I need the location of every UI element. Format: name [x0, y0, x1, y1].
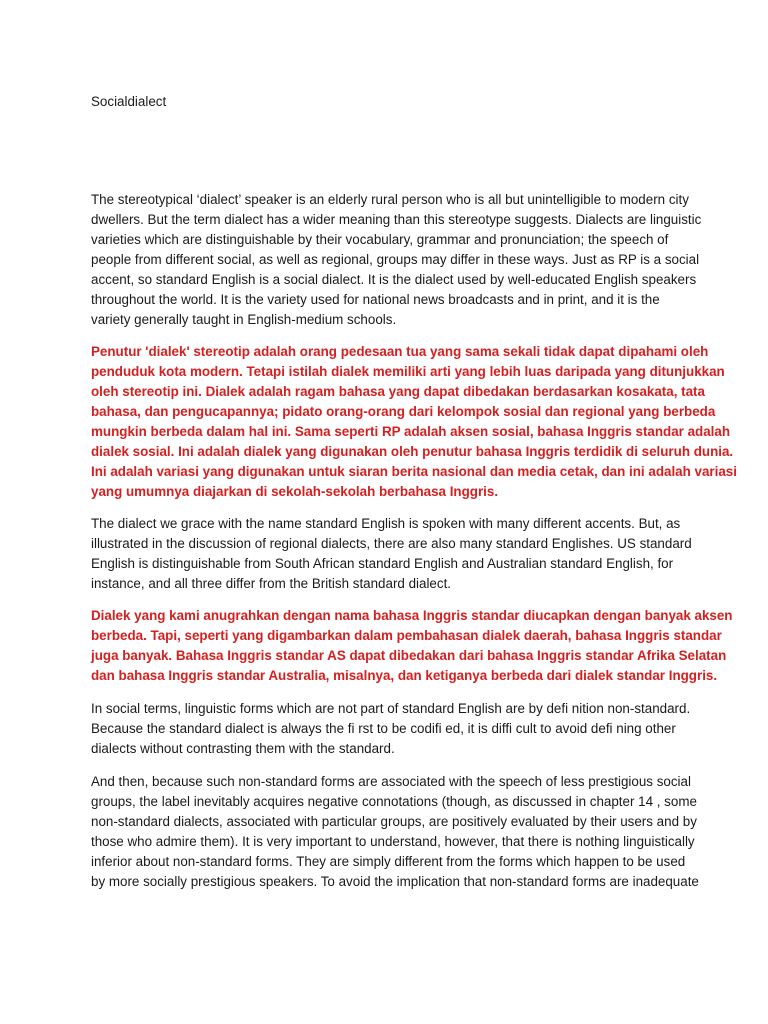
text-line: mungkin berbeda dalam hal ini. Sama seperti RP adalah aksen sosial, bahasa Inggris standar adalah [91, 424, 731, 439]
text-line: dialects without contrasting them with the standard. [91, 741, 395, 756]
document-body [91, 190, 737, 892]
text-line: English is distinguishable from South African standard English and Australian standard English, for [91, 556, 674, 571]
text-line: those who admire them). It is very important to understand, however, that there is nothing linguistically [91, 834, 695, 849]
text-line: The dialect we grace with the name standard English is spoken with many different accents. But, as [91, 516, 681, 531]
text-line: varieties which are distinguishable by their vocabulary, grammar and pronunciation; the speech of [91, 232, 669, 247]
text-line: juga banyak. Bahasa Inggris standar AS dapat dibedakan dari bahasa Inggris standar Afrika Selatan [91, 648, 727, 663]
text-line: throughout the world. It is the variety used for national news broadcasts and in print, and it is the [91, 292, 660, 307]
text-line: Penutur 'dialek' stereotip adalah orang pedesaan tua yang sama sekali tidak dapat dipahami oleh [91, 344, 709, 359]
text-line: In social terms, linguistic forms which are not part of standard English are by defi nition non-standard. [91, 701, 691, 716]
text-line: Ini adalah variasi yang digunakan untuk siaran berita nasional dan media cetak, dan ini adalah variasi [91, 464, 737, 479]
english-paragraph [91, 772, 699, 892]
text-line: dan bahasa Inggris standar Australia, misalnya, dan ketiganya berbeda dari dialek standar Inggris. [91, 668, 718, 683]
translation-paragraph [91, 606, 733, 686]
english-paragraph [91, 190, 702, 330]
text-line: yang umumnya diajarkan di sekolah-sekolah berbahasa Inggris. [91, 484, 499, 499]
translation-paragraph [91, 342, 737, 502]
text-line: Dialek yang kami anugrahkan dengan nama bahasa Inggris standar diucapkan dengan banyak aksen [91, 608, 733, 623]
text-line: accent, so standard English is a social dialect. It is the dialect used by well-educated English speakers [91, 272, 697, 287]
text-line: inferior about non-standard forms. They are simply different from the forms which happen to be used [91, 854, 686, 869]
english-paragraph [91, 514, 692, 594]
text-line: bahasa, dan pengucapannya; pidato orang-orang dari kelompok sosial dan regional yang berbeda [91, 404, 716, 419]
text-line: people from different social, as well as regional, groups may differ in these ways. Just as RP is a social [91, 252, 700, 267]
text-line: The stereotypical ‘dialect’ speaker is an elderly rural person who is all but unintelligible to modern city [91, 192, 689, 207]
document-title: Socialdialect [91, 94, 167, 109]
text-line: groups, the label inevitably acquires negative connotations (though, as discussed in chapter 14 , some [91, 794, 697, 809]
text-line: variety generally taught in English-medium schools. [91, 312, 397, 327]
text-line: oleh stereotip ini. Dialek adalah ragam bahasa yang dapat dibedakan berdasarkan kosakata, tata [91, 384, 705, 399]
text-line: berbeda. Tapi, seperti yang digambarkan dalam pembahasan dialek daerah, bahasa Inggris standar [91, 628, 722, 643]
text-line: by more socially prestigious speakers. To avoid the implication that non-standard forms are inadequate [91, 874, 699, 889]
text-line: penduduk kota modern. Tetapi istilah dialek memiliki arti yang lebih luas daripada yang ditunjukkan [91, 364, 725, 379]
text-line: dialek sosial. Ini adalah dialek yang digunakan oleh penutur bahasa Inggris terdidik di seluruh dunia. [91, 444, 734, 459]
text-line: dwellers. But the term dialect has a wider meaning than this stereotype suggests. Dialects are linguistic [91, 212, 702, 227]
english-paragraph [91, 699, 691, 759]
text-line: instance, and all three differ from the British standard dialect. [91, 576, 452, 591]
text-line: Because the standard dialect is always the fi rst to be codifi ed, it is diffi cult to avoid defi ning other [91, 721, 676, 736]
text-line: illustrated in the discussion of regional dialects, there are also many standard Englishes. US standard [91, 536, 692, 551]
text-line: non-standard dialects, associated with particular groups, are positively evaluated by their users and by [91, 814, 697, 829]
text-line: And then, because such non-standard forms are associated with the speech of less prestigious social [91, 774, 691, 789]
